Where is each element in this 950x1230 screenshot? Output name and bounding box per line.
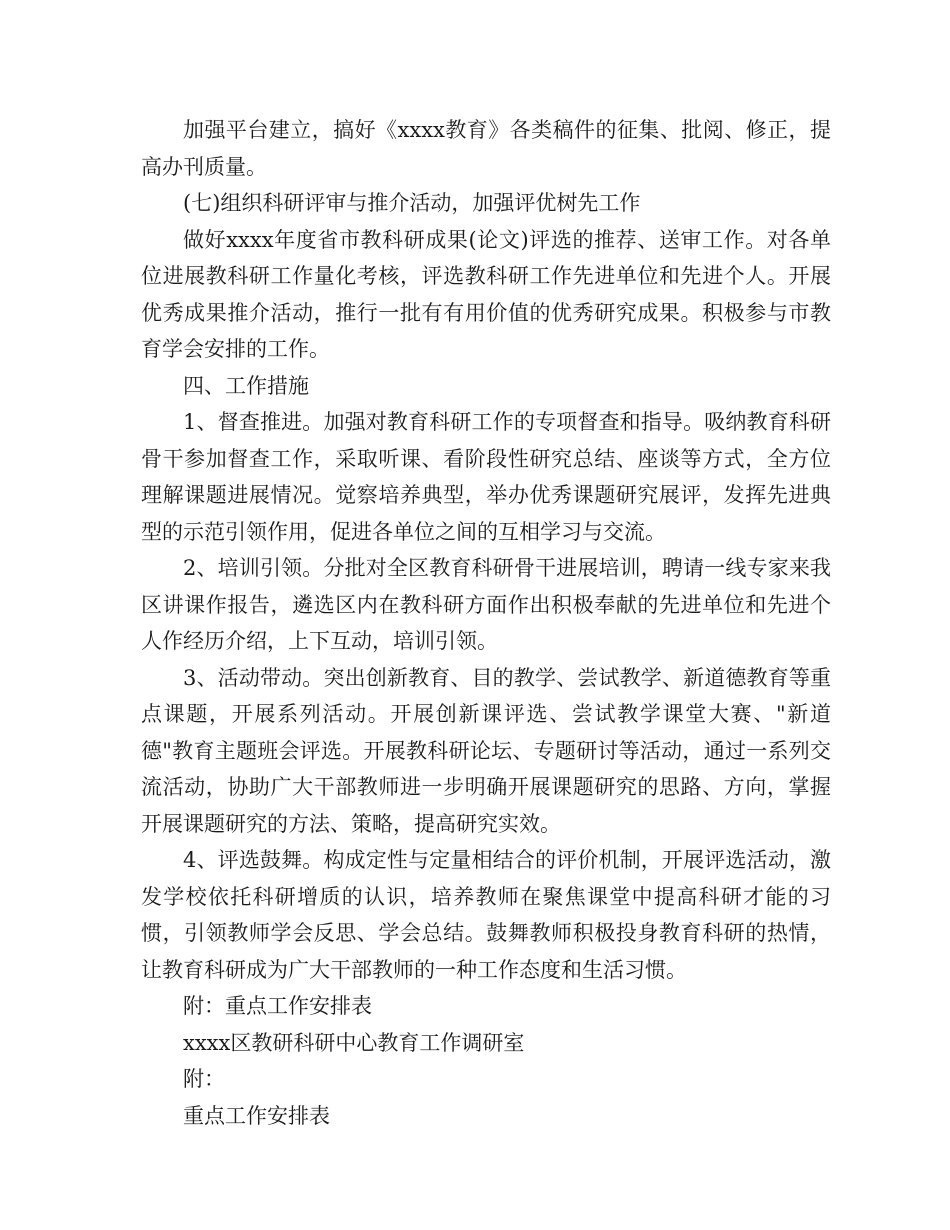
document-body xyxy=(141,112,831,1134)
section-heading-seven: (七)组织科研评审与推介活动，加强评优树先工作 xyxy=(183,191,641,215)
section-heading-measures: 四、工作措施 xyxy=(183,373,309,398)
signature-office: xxxx区教研科研中心教育工作调研室 xyxy=(183,1030,525,1055)
paragraph-evaluation: 做好xxxx年度省市教科研成果(论文)评选的推荐、送审工作。对各单位进展教科研工作量化考核，评选教科研工作先进单位和先进个人。开展优秀成果推介活动，推行一批有有用价值的优秀研究成果。积极参与市教育学会安排的工作。 xyxy=(141,227,831,361)
attachment-title: 重点工作安排表 xyxy=(183,1103,330,1128)
attachment-line: 附：重点工作安排表 xyxy=(183,994,372,1018)
paragraph-measure-2: 2、培训引领。分批对全区教育科研骨干进展培训，聘请一线专家来我区讲课作报告，遴选区内在教科研方面作出积极奉献的先进单位和先进个人作经历介绍，上下互动，培训引领。 xyxy=(141,556,831,653)
paragraph-measure-4: 4、评选鼓舞。构成定性与定量相结合的评价机制，开展评选活动，激发学校依托科研增质的认识，培养教师在聚焦课堂中提高科研才能的习惯，引领教师学会反思、学会总结。鼓舞教师积极投身教育科研的热情，让教育科研成为广大干部教师的一种工作态度和生活习惯。 xyxy=(141,848,831,982)
paragraph-measure-1: 1、督查推进。加强对教育科研工作的专项督查和指导。吸纳教育科研骨干参加督查工作，采取听课、看阶段性研究总结、座谈等方式，全方位理解课题进展情况。觉察培养典型，举办优秀课题研究展评，发挥先进典型的示范引领作用，促进各单位之间的互相学习与交流。 xyxy=(141,410,831,544)
attachment-label: 附： xyxy=(183,1067,225,1091)
paragraph-platform: 加强平台建立，搞好《xxxx教育》各类稿件的征集、批阅、修正，提高办刊质量。 xyxy=(141,118,831,179)
paragraph-measure-3: 3、活动带动。突出创新教育、目的教学、尝试教学、新道德教育等重点课题，开展系列活动。开展创新课评选、尝试教学课堂大赛、"新道德"教育主题班会评选。开展教科研论坛、专题研讨等活动，通过一系列交流活动，协助广大干部教师进一步明确开展课题研究的思路、方向，掌握开展课题研究的方法、策略，提高研究实效。 xyxy=(141,665,831,836)
